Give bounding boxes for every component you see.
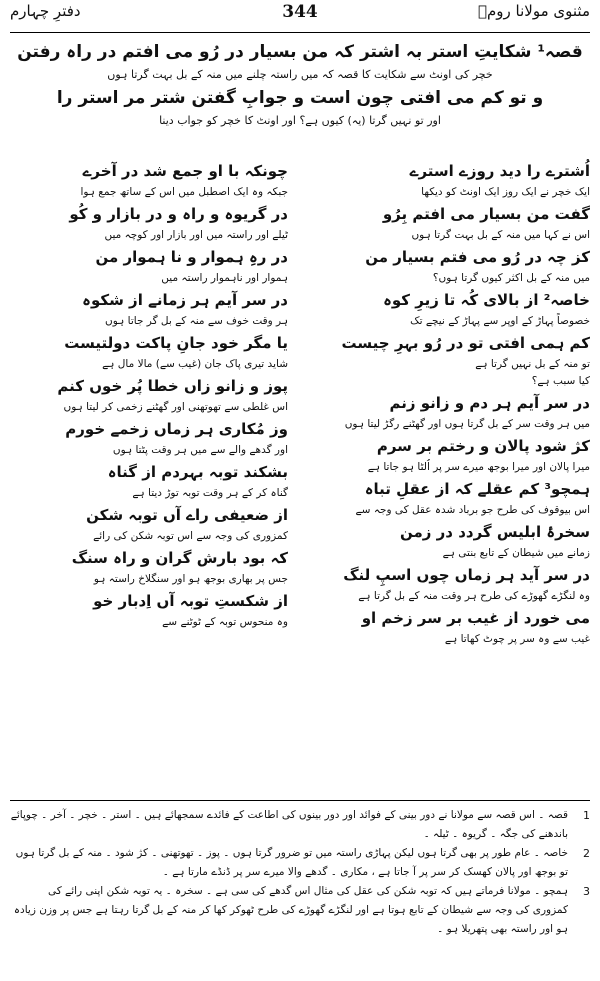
urdu-translation-line: اس غلطی سے تھوتھنی اور گھٹنے زخمی کر لیتا ہوں <box>63 401 288 413</box>
footnote-text: ہمچو ۔ مولانا فرماتے ہیں کہ توبہ شکن کی عقل کی مثال اس گدھے کی سی ہے ۔ سخرہ ۔ یہ توبہ شکن اپنی رائے کی کمزوری کی وجہ سے شیطان کے تابع ہوتا ہے اور لنگڑے گھوڑے کی طرح ٹھوکر کھا کر منہ کے بل گرتا رہتا ہے جس پر وزن زیادہ ہو اور راستہ بھی پتھریلا ہو ۔ <box>13 885 568 935</box>
verse-columns <box>10 158 590 798</box>
persian-verse-line: خاصہ² از بالای کُہ تا زیرِ کوہ <box>383 291 590 309</box>
urdu-translation-line: میں ہر وقت سر کے بل گرتا ہوں اور گھٹنے رگڑ لیتا ہوں <box>344 418 590 430</box>
urdu-translation-line: کمزوری کی وجہ سے اس توبہ شکن کی رائے <box>93 530 288 542</box>
urdu-translation-line: جبکہ وہ ایک اصطبل میں اس کے ساتھ جمع ہوا <box>80 186 288 198</box>
footnote-number: 1 <box>583 809 590 822</box>
urdu-translation-line: خصوصاً پہاڑ کے اوپر سے پہاڑ کے نیچے تک <box>410 315 590 327</box>
persian-verse-line: بشکند توبہ بہردم از گناہ <box>107 463 288 481</box>
footnote-number: 2 <box>583 847 590 860</box>
urdu-translation-line: اور تو نہیں گرتا (یہ) کیوں ہے؟ اور اونٹ کا خچر کو جواب دینا <box>159 114 441 127</box>
persian-verse-line: کہ بود بارش گران و راہ سنگ <box>71 549 288 567</box>
urdu-translation-line: ٹیلے اور راستہ میں اور بازار اور کوچہ میں <box>104 229 288 241</box>
urdu-translation-line: اور گدھے والے سے میں ہر وقت پٹتا ہوں <box>112 444 288 456</box>
section-title-block <box>10 38 590 130</box>
persian-verse-line: اُشترے را دید روزے استرے <box>409 162 590 180</box>
book-title: مثنوی مولانا رومؒ <box>478 2 590 20</box>
persian-verse-line: کم ہمی افتی تو در رُو بہرِ چیست <box>341 334 590 352</box>
persian-verse-line: می خورد از غیب بر سر زخم او <box>361 609 590 627</box>
persian-verse-line: گفت من بسیار می افتم بِرُو <box>382 205 590 223</box>
persian-verse-line: پوز و زانو زاں خطا پُر خوں کنم <box>57 377 288 395</box>
persian-verse-line: قصہ¹ شکایتِ استر بہ اشتر کہ من بسیار در رُو می افتم در راہ رفتن <box>17 42 583 62</box>
left-verse-column <box>10 158 288 631</box>
persian-verse-line: وز مُکاری ہر زماں زخمے خورم <box>65 420 288 438</box>
page-number: 344 <box>282 2 318 22</box>
footnote <box>10 844 590 882</box>
persian-verse-line: و تو کم می افتی چون است و جوابِ گفتن شتر مر استر را <box>56 88 544 108</box>
urdu-translation-line: شاید تیری پاک جان (غیب سے) مالا مال ہے <box>102 358 288 370</box>
urdu-translation-line: ایک خچر نے ایک روز ایک اونٹ کو دیکھا <box>421 186 590 198</box>
right-verse-column <box>312 158 590 648</box>
footnotes <box>10 806 590 939</box>
persian-verse-line: در رہِ ہموار و نا ہموار من <box>95 248 288 266</box>
persian-verse-line: چونکہ با او جمع شد در آخرے <box>82 162 288 180</box>
urdu-translation-line: کیا سبب ہے؟ <box>531 375 590 387</box>
urdu-translation-line: تو منہ کے بل نہیں گرتا ہے <box>475 358 590 370</box>
urdu-translation-line: زمانے میں شیطان کے تابع بنتی ہے <box>442 547 590 559</box>
persian-verse-line: در سر آیم ہر دم و زانو زنم <box>389 394 590 412</box>
footnote-text: قصہ ۔ اس قصہ سے مولانا نے دور بینی کے فوائد اور دور بینوں کی اطاعت کے فائدے سمجھائے ہیں ۔ استر ۔ خچر ۔ آخر ۔ چوپائے باندھنے کی جگہ ۔ گریوہ ۔ ٹیلہ ۔ <box>10 809 568 840</box>
urdu-translation-line: گناہ کر کے ہر وقت توبہ توڑ دیتا ہے <box>132 487 288 499</box>
urdu-translation-line: جس پر بھاری بوجھ ہو اور سنگلاخ راستہ ہو <box>93 573 288 585</box>
persian-verse-line: یا مگر خود جانِ پاکت دولتیست <box>64 334 288 352</box>
volume-label: دفترِ چہارم <box>10 2 81 20</box>
footnote-number: 3 <box>583 885 590 898</box>
persian-verse-line: در سر آید ہر زماں چوں اسپِ لنگ <box>343 566 590 584</box>
urdu-translation-line: اس نے کہا میں منہ کے بل بہت گرتا ہوں <box>411 229 590 241</box>
footnote <box>10 882 590 939</box>
persian-verse-line: از ضعیفی راے آں توبہ شکن <box>86 506 288 524</box>
persian-verse-line: از شکستِ توبہ آں اِدبار خو <box>93 592 288 610</box>
persian-verse-line: ہمچو³ کم عقلے کہ از عقلِ تباہ <box>364 480 590 498</box>
urdu-translation-line: وہ منحوس توبہ کے ٹوٹنے سے <box>162 616 288 628</box>
urdu-translation-line: غیب سے وہ سر پر چوٹ کھاتا ہے <box>444 633 590 645</box>
urdu-translation-line: اس بیوقوف کی طرح جو برباد شدہ عقل کی وجہ سے <box>355 504 590 516</box>
urdu-translation-line: ہموار اور ناہموار راستہ میں <box>161 272 288 284</box>
persian-verse-line: سخرۂ ابلیس گردد در زمن <box>400 523 590 541</box>
urdu-translation-line: ہر وقت خوف سے منہ کے بل گر جاتا ہوں <box>105 315 288 327</box>
page-header <box>10 2 590 30</box>
footnote-text: خاصہ ۔ عام طور پر بھی گرتا ہوں لیکن پہاڑی راستہ میں تو ضرور گرتا ہوں ۔ پوز ۔ تھوتھنی ۔ کژ شود ۔ منہ کے بل گرتا ہوں تو بوجھ اور پالان کھسک کر سر پر آ جاتا ہے ، مکاری ۔ گدھے والا میرے سر پر ڈنڈے مارتا ہے ۔ <box>15 847 568 878</box>
urdu-translation-line: میں منہ کے بل اکثر کیوں گرتا ہوں؟ <box>432 272 590 284</box>
footnote <box>10 806 590 844</box>
urdu-translation-line: میرا پالان اور میرا بوجھ میرے سر پر اُلٹا ہو جاتا ہے <box>367 461 590 473</box>
header-divider <box>10 32 590 33</box>
persian-verse-line: کز چہ در رُو می فتم بسیار من <box>365 248 590 266</box>
urdu-translation-line: وہ لنگڑے گھوڑے کی طرح ہر وقت منہ کے بل گرتا ہے <box>358 590 590 602</box>
persian-verse-line: کژ شود پالان و رختم بر سرم <box>376 437 590 455</box>
persian-verse-line: در گریوہ و راہ و در بازار و کُو <box>69 205 288 223</box>
persian-verse-line: در سر آیم ہر زمانے از شکوہ <box>82 291 288 309</box>
footnotes-divider <box>10 800 590 801</box>
urdu-translation-line: خچر کی اونٹ سے شکایت کا قصہ کہ میں راستہ چلنے میں منہ کے بل بہت گرتا ہوں <box>107 68 493 81</box>
